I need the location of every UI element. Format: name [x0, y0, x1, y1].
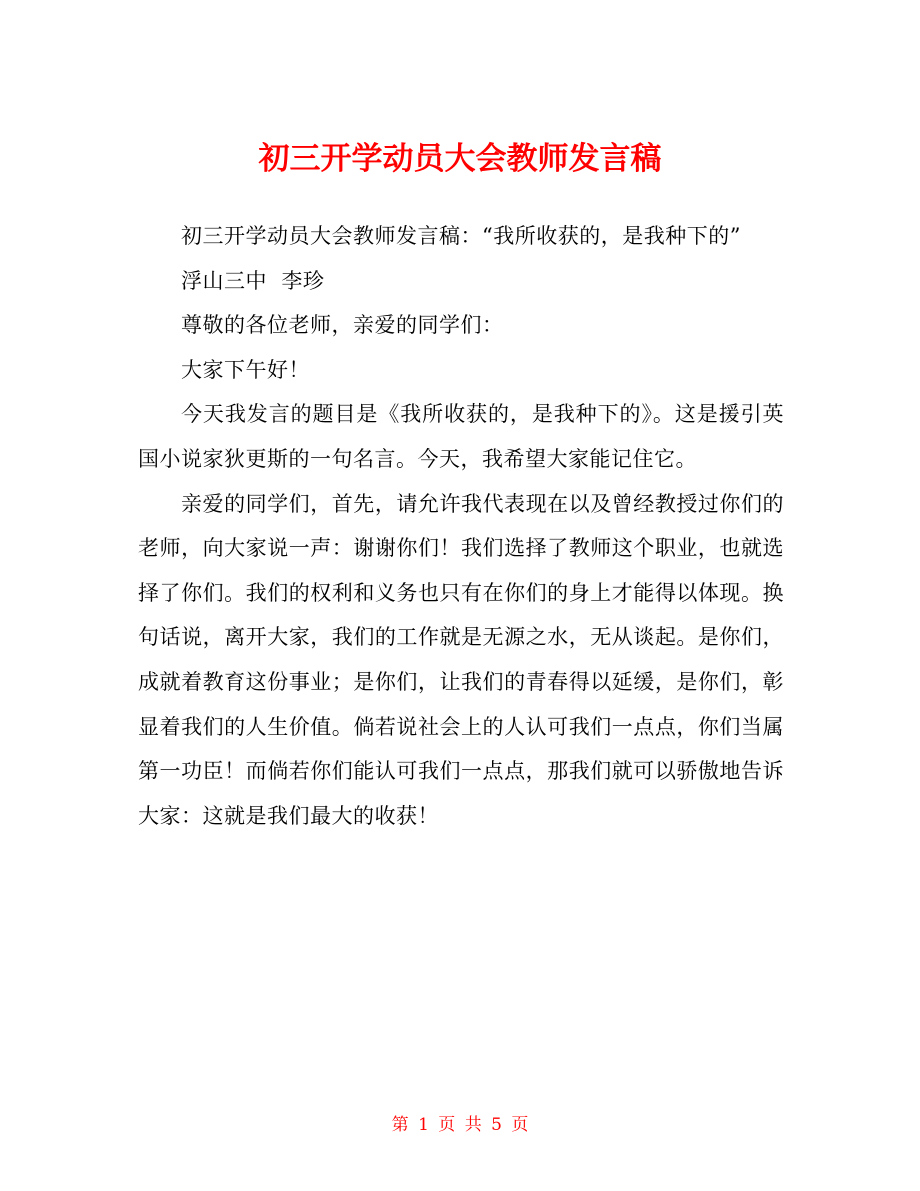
document-title: 初三开学动员大会教师发言稿 — [258, 140, 662, 177]
paragraph-heading-line: 初三开学动员大会教师发言稿：“我所收获的，是我种下的” — [181, 224, 741, 248]
paragraph-author: 浮山三中 李珍 — [181, 268, 325, 293]
document-body — [138, 214, 784, 838]
paragraph-greeting: 大家下午好！ — [181, 357, 310, 382]
page-number-footer: 第 1 页 共 5 页 — [391, 1115, 529, 1135]
paragraph-salutation: 尊敬的各位老师，亲爱的同学们： — [181, 313, 504, 338]
paragraph-thanks: 亲爱的同学们，首先，请允许我代表现在以及曾经教授过你们的老师，向大家说一声：谢谢你们！我们选择了教师这个职业，也就选择了你们。我们的权利和义务也只有在你们的身上才能得以体现。换句话说，离开大家，我们的工作就是无源之水，无从谈起。是你们，成就着教育这份事业；是你们，让我们的青春得以延缓，是你们，彰显着我们的人生价值。倘若说社会上的人认可我们一点点，你们当属第一功臣！而倘若你们能认可我们一点点，那我们就可以骄傲地告诉大家：这就是我们最大的收获！ — [138, 491, 784, 828]
paragraph-topic: 今天我发言的题目是《我所收获的，是我种下的》。这是援引英国小说家狄更斯的一句名言。今天，我希望大家能记住它。 — [138, 402, 784, 471]
